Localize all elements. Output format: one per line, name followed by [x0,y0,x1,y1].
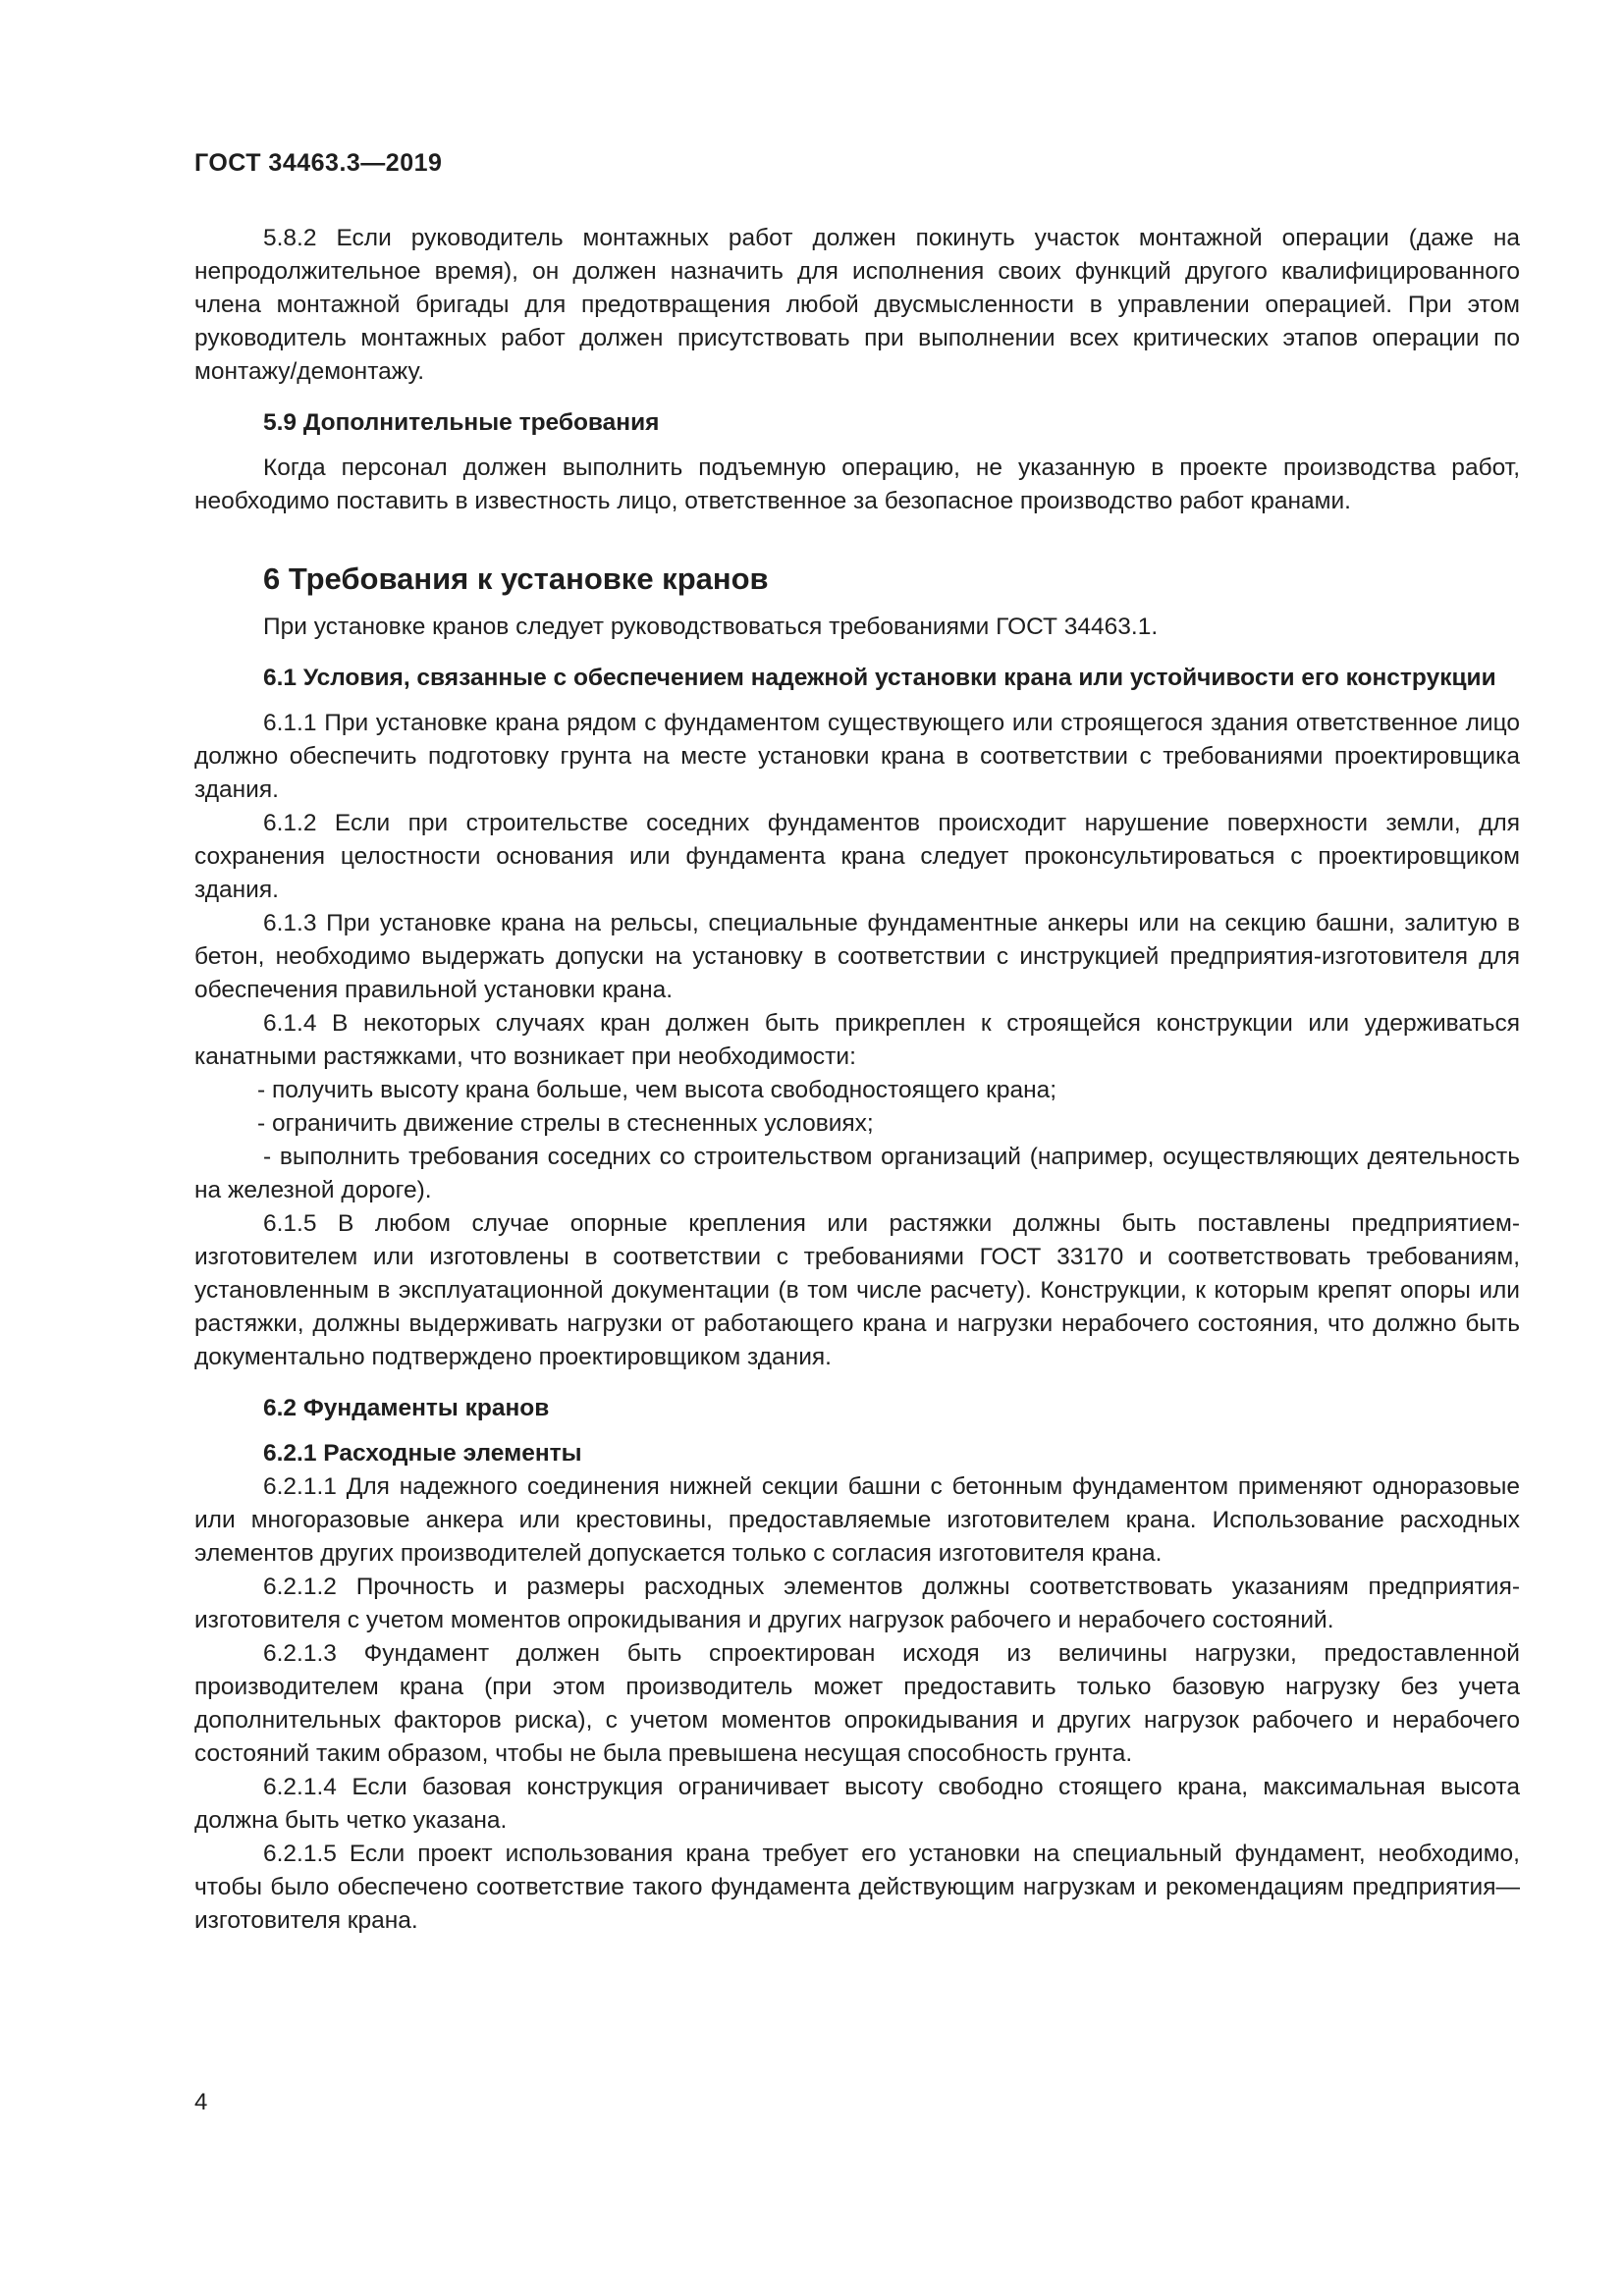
paragraph-5-9: Когда персонал должен выполнить подъемную операцию, не указанную в проекте производства работ, необходимо поставить в известность лицо, ответственное за безопасное производство работ кранами. [194,454,1520,514]
paragraph-6-1-1: 6.1.1 При установке крана рядом с фундаментом существующего или строящегося здания ответственное лицо должно обеспечить подготовку грунта на месте установки крана в соответствии с требованиями проектировщика здания. [194,710,1520,803]
document-body [194,222,1520,1938]
heading-5-9: 5.9 Дополнительные требования [263,409,660,436]
paragraph-6-intro: При установке кранов следует руководствоваться требованиями ГОСТ 34463.1. [263,614,1159,640]
list-item-6-1-4-c: - выполнить требования соседних со строительством организаций (например, осуществляющих деятельность на железной дороге). [194,1144,1520,1203]
paragraph-6-2-1-1: 6.2.1.1 Для надежного соединения нижней секции башни с бетонным фундаментом применяют одноразовые или многоразовые анкера или крестовины, предоставляемые изготовителем крана. Использование расходных элементов других производителей допускается только с согласия изготовителя крана. [194,1473,1520,1567]
page-number: 4 [194,2089,208,2115]
list-item-6-1-4-b: - ограничить движение стрелы в стесненных условиях; [257,1110,874,1137]
paragraph-6-1-5: 6.1.5 В любом случае опорные крепления или растяжки должны быть поставлены предприятием-изготовителем или изготовлены в соответствии с требованиями ГОСТ 33170 и соответствовать требованиям, установленным в эксплуатационной документации (в том числе расчету). Конструкции, к которым крепят опоры или растяжки, должны выдерживать нагрузки от работающего крана и нагрузки нерабочего состояния, что должно быть документально подтверждено проектировщиком здания. [194,1210,1520,1370]
paragraph-6-1-3: 6.1.3 При установке крана на рельсы, специальные фундаментные анкеры или на секцию башни, залитую в бетон, необходимо выдержать допуски на установку в соответствии с инструкцией предприятия-изготовителя для обеспечения правильной установки крана. [194,910,1520,1003]
paragraph-5-8-2: 5.8.2 Если руководитель монтажных работ должен покинуть участок монтажной операции (даже на непродолжительное время), он должен назначить для исполнения своих функций другого квалифицированного члена монтажной бригады для предотвращения любой двусмысленности в управлении операцией. При этом руководитель монтажных работ должен присутствовать при выполнении всех критических этапов операции по монтажу/демонтажу. [194,225,1520,385]
list-item-6-1-4-a: - получить высоту крана больше, чем высота свободностоящего крана; [257,1077,1057,1103]
document-header-id: ГОСТ 34463.3—2019 [194,149,443,177]
heading-6-2-1: 6.2.1 Расходные элементы [263,1440,582,1467]
paragraph-6-1-4: 6.1.4 В некоторых случаях кран должен быть прикреплен к строящейся конструкции или удерживаться канатными растяжками, что возникает при необходимости: [194,1010,1520,1070]
paragraph-6-2-1-5: 6.2.1.5 Если проект использования крана требует его установки на специальный фундамент, необходимо, чтобы было обеспечено соответствие такого фундамента действующим нагрузкам и рекомендациям предприятия—изготовителя крана. [194,1841,1520,1934]
heading-6-2: 6.2 Фундаменты кранов [263,1395,550,1421]
paragraph-6-2-1-3: 6.2.1.3 Фундамент должен быть спроектирован исходя из величины нагрузки, предоставленной производителем крана (при этом производитель может предоставить только базовую нагрузку без учета дополнительных факторов риска), с учетом моментов опрокидывания и других нагрузок рабочего и нерабочего состояний таким образом, чтобы не была превышена несущая способность грунта. [194,1640,1520,1767]
paragraph-6-2-1-4: 6.2.1.4 Если базовая конструкция ограничивает высоту свободно стоящего крана, максимальная высота должна быть четко указана. [194,1774,1520,1834]
heading-section-6: 6 Требования к установке кранов [263,561,769,596]
paragraph-6-1-2: 6.1.2 Если при строительстве соседних фундаментов происходит нарушение поверхности земли, для сохранения целостности основания или фундамента крана следует проконсультироваться с проектировщиком здания. [194,810,1520,903]
heading-6-1: 6.1 Условия, связанные с обеспечением надежной установки крана или устойчивости его конструкции [263,665,1496,691]
paragraph-6-2-1-2: 6.2.1.2 Прочность и размеры расходных элементов должны соответствовать указаниям предприятия-изготовителя с учетом моментов опрокидывания и других нагрузок рабочего и нерабочего состояний. [194,1574,1520,1633]
